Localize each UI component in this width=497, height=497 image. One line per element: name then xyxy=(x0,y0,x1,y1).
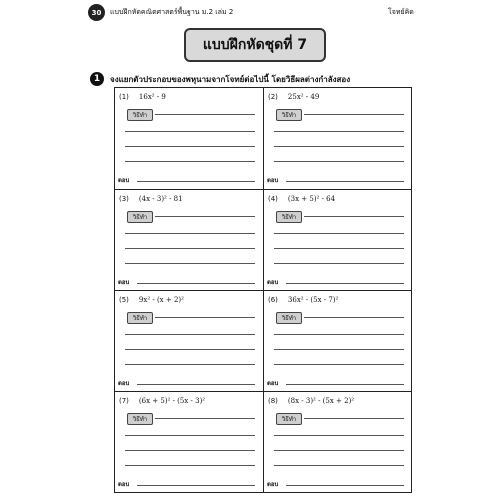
problem-expression: (8x - 3)² - (5x + 2)² xyxy=(287,397,355,405)
problem-statement xyxy=(119,93,166,101)
answer-line[interactable] xyxy=(274,334,404,335)
answer-line[interactable] xyxy=(274,146,404,147)
answer-label: ตอบ xyxy=(267,481,279,488)
answer-line[interactable] xyxy=(155,114,255,115)
answer-line[interactable] xyxy=(274,349,404,350)
answer-line[interactable] xyxy=(274,161,404,162)
answer-line[interactable] xyxy=(286,283,404,284)
problem-statement xyxy=(268,397,354,405)
problem-cell xyxy=(264,190,411,290)
problem-cell xyxy=(264,88,411,188)
problem-statement xyxy=(119,296,184,304)
answer-line[interactable] xyxy=(125,248,255,249)
problem-number: (8) xyxy=(268,397,278,405)
problem-number: (5) xyxy=(119,296,129,304)
answer-line[interactable] xyxy=(274,450,404,451)
answer-line[interactable] xyxy=(125,161,255,162)
method-label: วิธีทำ xyxy=(127,413,153,425)
method-label: วิธีทำ xyxy=(127,211,153,223)
instruction xyxy=(90,72,350,86)
problem-cell xyxy=(115,190,262,290)
answer-line[interactable] xyxy=(274,263,404,264)
answer-line[interactable] xyxy=(137,181,255,182)
answer-label: ตอบ xyxy=(118,279,130,286)
answer-line[interactable] xyxy=(155,216,255,217)
answer-line[interactable] xyxy=(304,317,404,318)
answer-label: ตอบ xyxy=(118,380,130,387)
method-label: วิธีทำ xyxy=(276,312,302,324)
answer-line[interactable] xyxy=(286,181,404,182)
answer-line[interactable] xyxy=(286,485,404,486)
page-header xyxy=(88,4,414,18)
answer-label: ตอบ xyxy=(267,380,279,387)
problem-cell xyxy=(115,392,262,492)
problem-number: (3) xyxy=(119,195,129,203)
answer-line[interactable] xyxy=(155,418,255,419)
answer-line[interactable] xyxy=(274,248,404,249)
problem-number: (1) xyxy=(119,93,129,101)
problem-expression: 9x² - (x + 2)² xyxy=(138,296,184,304)
answer-line[interactable] xyxy=(125,131,255,132)
instruction-text: จงแยกตัวประกอบของพหุนามจากโจทย์ต่อไปนี้ โดยวิธีผลต่างกำลังสอง xyxy=(110,74,351,84)
answer-line[interactable] xyxy=(274,435,404,436)
answer-line[interactable] xyxy=(125,334,255,335)
problem-expression: (4x - 3)² - 81 xyxy=(138,195,183,203)
answer-label: ตอบ xyxy=(267,279,279,286)
answer-line[interactable] xyxy=(274,131,404,132)
answer-line[interactable] xyxy=(274,233,404,234)
answer-label: ตอบ xyxy=(267,177,279,184)
answer-line[interactable] xyxy=(274,465,404,466)
problem-cell xyxy=(115,88,262,188)
answer-line[interactable] xyxy=(125,146,255,147)
problem-statement xyxy=(268,195,335,203)
exercise-set-title: แบบฝึกหัดชุดที่ 7 xyxy=(184,28,326,62)
problem-grid xyxy=(114,87,412,493)
method-label: วิธีทำ xyxy=(127,109,153,121)
answer-line[interactable] xyxy=(125,450,255,451)
problem-statement xyxy=(119,397,205,405)
method-label: วิธีทำ xyxy=(276,211,302,223)
answer-line[interactable] xyxy=(137,485,255,486)
answer-label: ตอบ xyxy=(118,177,130,184)
problem-expression: 16x² - 9 xyxy=(138,93,166,101)
answer-label: ตอบ xyxy=(118,481,130,488)
problem-expression: (3x + 5)² - 64 xyxy=(287,195,336,203)
problem-expression: 25x² - 49 xyxy=(287,93,320,101)
problem-statement xyxy=(268,93,319,101)
problem-cell xyxy=(264,291,411,391)
problem-expression: 36x² - (5x - 7)² xyxy=(287,296,339,304)
problem-number: (4) xyxy=(268,195,278,203)
answer-line[interactable] xyxy=(304,216,404,217)
answer-line[interactable] xyxy=(286,384,404,385)
answer-line[interactable] xyxy=(274,364,404,365)
problem-number: (7) xyxy=(119,397,129,405)
answer-line[interactable] xyxy=(304,114,404,115)
method-label: วิธีทำ xyxy=(276,413,302,425)
book-title: แบบฝึกหัดคณิตศาสตร์พื้นฐาน ม.2 เล่ม 2 xyxy=(110,8,234,16)
problem-number: (2) xyxy=(268,93,278,101)
instruction-number: 1 xyxy=(90,72,104,86)
author-name: โจทย์คิด xyxy=(388,8,414,16)
answer-line[interactable] xyxy=(125,465,255,466)
answer-line[interactable] xyxy=(137,384,255,385)
problem-cell xyxy=(264,392,411,492)
problem-statement xyxy=(268,296,338,304)
page-number-badge: 30 xyxy=(88,4,105,21)
answer-line[interactable] xyxy=(125,364,255,365)
problem-expression: (6x + 5)² - (5x - 3)² xyxy=(138,397,206,405)
answer-line[interactable] xyxy=(137,283,255,284)
method-label: วิธีทำ xyxy=(127,312,153,324)
problem-number: (6) xyxy=(268,296,278,304)
answer-line[interactable] xyxy=(155,317,255,318)
problem-cell xyxy=(115,291,262,391)
answer-line[interactable] xyxy=(125,435,255,436)
answer-line[interactable] xyxy=(125,349,255,350)
method-label: วิธีทำ xyxy=(276,109,302,121)
answer-line[interactable] xyxy=(125,263,255,264)
problem-statement xyxy=(119,195,183,203)
answer-line[interactable] xyxy=(125,233,255,234)
answer-line[interactable] xyxy=(304,418,404,419)
